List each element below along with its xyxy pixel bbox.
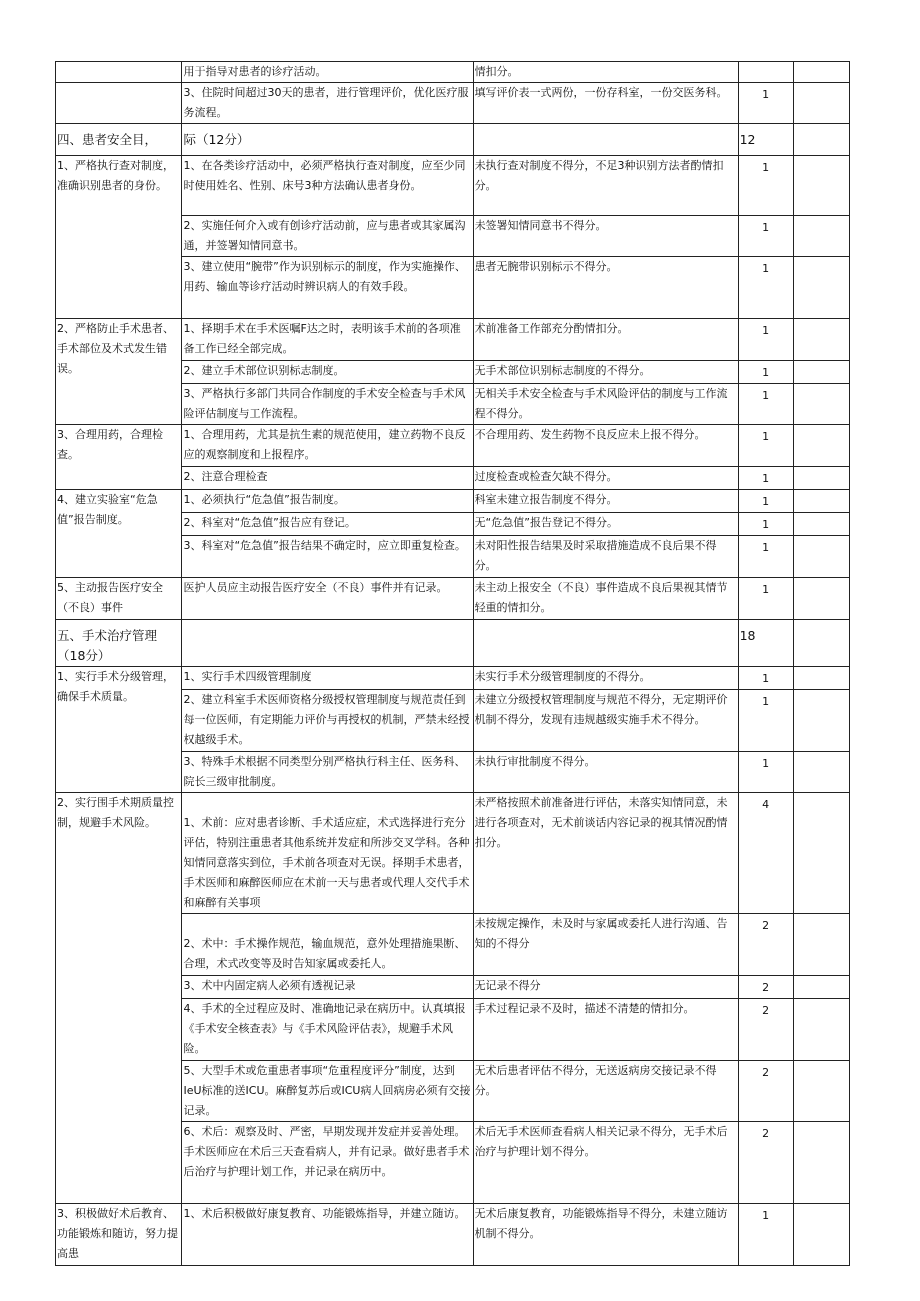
method-cell: 未主动上报安全（不良）事件造成不良后果视其情节轻重的情扣分。 <box>473 578 738 620</box>
standard-cell: 3、特殊手术根据不同类型分别严格执行科主任、医务科、院长三级审批制度。 <box>182 752 473 793</box>
standard-cell: 用于指导对患者的诊疗活动。 <box>182 62 473 83</box>
remark-cell <box>793 156 849 216</box>
method-cell: 情扣分。 <box>473 62 738 83</box>
category-cell: 1、严格执行查对制度，准确识别患者的身份。 <box>56 156 182 319</box>
method-cell: 术后无手术医师查看病人相关记录不得分，无手术后治疗与护理计划不得分。 <box>473 1122 738 1204</box>
standard-cell: 6、术后：观察及时、严密，早期发现并发症并妥善处理。手术医师应在术后三天查看病人，并有记录。做好患者手术后治疗与护理计划工作，并记录在病历中。 <box>182 1122 473 1204</box>
remark-cell <box>793 578 849 620</box>
score-cell: 1 <box>738 578 793 620</box>
standard-cell: 3、住院时间超过30天的患者，进行管理评价，优化医疗服务流程。 <box>182 83 473 124</box>
table-row <box>56 1204 850 1266</box>
score-cell: 1 <box>738 156 793 216</box>
score-cell: 1 <box>738 361 793 384</box>
category-cell <box>56 83 182 124</box>
remark-cell <box>793 690 849 752</box>
score-cell: 2 <box>738 1122 793 1204</box>
standard-cell: 4、手术的全过程应及时、准确地记录在病历中。认真填报《手术安全核查表》与《手术风险评估表》，规避手术风险。 <box>182 999 473 1061</box>
score-cell: 2 <box>738 976 793 999</box>
score-cell: 1 <box>738 83 793 124</box>
remark-cell <box>793 216 849 257</box>
table-row <box>56 156 850 216</box>
scoring-table <box>55 61 850 1266</box>
category-cell: 2、严格防止手术患者、手术部位及术式发生错误。 <box>56 319 182 425</box>
section-title-cont <box>182 620 473 667</box>
table-row <box>56 83 850 124</box>
score-cell: 2 <box>738 914 793 976</box>
standard-cell: 3、建立使用“腕带”作为识别标示的制度，作为实施操作、用药、输血等诊疗活动时辨识病人的有效手段。 <box>182 257 473 319</box>
remark-cell <box>793 513 849 536</box>
remark-cell <box>793 620 849 667</box>
method-cell: 手术过程记录不及时，描述不清楚的情扣分。 <box>473 999 738 1061</box>
section-row <box>56 124 850 156</box>
method-cell: 无“危急值”报告登记不得分。 <box>473 513 738 536</box>
standard-cell: 2、建立科室手术医师资格分级授权管理制度与规范责任到每一位医师，有定期能力评价与再授权的机制，严禁未经授权越级手术。 <box>182 690 473 752</box>
score-cell: 1 <box>738 216 793 257</box>
method-cell: 无术后康复教育，功能锻炼指导不得分，未建立随访机制不得分。 <box>473 1204 738 1266</box>
score-cell: 1 <box>738 1204 793 1266</box>
method-cell: 无记录不得分 <box>473 976 738 999</box>
category-cell <box>56 62 182 83</box>
scoring-table-body <box>56 62 850 1266</box>
method-cell: 无手术部位识别标志制度的不得分。 <box>473 361 738 384</box>
table-row <box>56 425 850 467</box>
section-blank <box>473 124 738 156</box>
remark-cell <box>793 361 849 384</box>
method-cell: 未执行查对制度不得分，不足3种识别方法者酌情扣分。 <box>473 156 738 216</box>
score-cell: 1 <box>738 319 793 361</box>
remark-cell <box>793 124 849 156</box>
remark-cell <box>793 976 849 999</box>
method-cell: 不合理用药、发生药物不良反应未上报不得分。 <box>473 425 738 467</box>
remark-cell <box>793 536 849 578</box>
section-row <box>56 620 850 667</box>
score-cell: 1 <box>738 467 793 490</box>
remark-cell <box>793 667 849 690</box>
table-row <box>56 62 850 83</box>
standard-cell: 5、大型手术或危重患者事项“危重程度评分”制度，达到IeU标准的送ICU。麻醉复苏后或ICU病人回病房必须有交接记录。 <box>182 1061 473 1122</box>
method-cell: 未严格按照术前准备进行评估，未落实知情同意，未进行各项查对，无术前谈话内容记录的视其情况酌情扣分。 <box>473 793 738 914</box>
table-row <box>56 667 850 690</box>
table-row <box>56 319 850 361</box>
standard-cell: 1、在各类诊疗活动中，必须严格执行查对制度，应至少同时使用姓名、性别、床号3种方法确认患者身份。 <box>182 156 473 216</box>
table-row <box>56 490 850 513</box>
score-cell: 1 <box>738 536 793 578</box>
remark-cell <box>793 425 849 467</box>
standard-cell: 1、择期手术在手术医嘱F达之时，表明该手术前的各项准备工作已经全部完成。 <box>182 319 473 361</box>
standard-cell: 1、术前：应对患者诊断、手术适应症，术式选择进行充分评估，特别注重患者其他系统并发症和所涉交叉学科。各种知情同意落实到位，手术前各项查对无误。择期手术患者，手术医师和麻醉医师应在术前一天与患者或代理人交代手术和麻醉有关事项 <box>182 793 473 914</box>
category-cell: 3、合理用药，合理检查。 <box>56 425 182 490</box>
remark-cell <box>793 1204 849 1266</box>
remark-cell <box>793 490 849 513</box>
standard-cell: 1、术后积极做好康复教育、功能锻炼指导，并建立随访。 <box>182 1204 473 1266</box>
section-blank <box>473 620 738 667</box>
method-cell: 科室未建立报告制度不得分。 <box>473 490 738 513</box>
standard-cell: 3、术中内固定病人必须有透视记录 <box>182 976 473 999</box>
remark-cell <box>793 1061 849 1122</box>
standard-cell: 2、注意合理检查 <box>182 467 473 490</box>
score-cell <box>738 62 793 83</box>
score-cell: 1 <box>738 690 793 752</box>
remark-cell <box>793 83 849 124</box>
section-score: 18 <box>738 620 793 667</box>
score-cell: 2 <box>738 1061 793 1122</box>
method-cell: 未实行手术分级管理制度的不得分。 <box>473 667 738 690</box>
standard-cell: 2、实施任何介入或有创诊疗活动前，应与患者或其家属沟通，并签署知情同意书。 <box>182 216 473 257</box>
score-cell: 1 <box>738 490 793 513</box>
category-cell: 5、主动报告医疗安全（不良）事件 <box>56 578 182 620</box>
method-cell: 术前准备工作部充分酌情扣分。 <box>473 319 738 361</box>
section-title-cont: 际（12分） <box>182 124 473 156</box>
score-cell: 4 <box>738 793 793 914</box>
standard-cell: 2、术中：手术操作规范，输血规范，意外处理措施果断、合理，术式改变等及时告知家属或委托人。 <box>182 914 473 976</box>
score-cell: 1 <box>738 752 793 793</box>
score-cell: 1 <box>738 513 793 536</box>
section-title: 四、患者安全目， <box>56 124 182 156</box>
method-cell: 填写评价表一式两份，一份存科室，一份交医务科。 <box>473 83 738 124</box>
standard-cell: 2、建立手术部位识别标志制度。 <box>182 361 473 384</box>
method-cell: 未按规定操作，未及时与家属或委托人进行沟通、告知的不得分 <box>473 914 738 976</box>
remark-cell <box>793 752 849 793</box>
remark-cell <box>793 257 849 319</box>
method-cell: 未对阳性报告结果及时采取措施造成不良后果不得分。 <box>473 536 738 578</box>
score-cell: 2 <box>738 999 793 1061</box>
section-score: 12 <box>738 124 793 156</box>
remark-cell <box>793 384 849 425</box>
category-cell: 3、积极做好术后教育、功能锻炼和随访，努力提高患 <box>56 1204 182 1266</box>
score-cell: 1 <box>738 425 793 467</box>
category-cell: 4、建立实验室“危急值”报告制度。 <box>56 490 182 578</box>
standard-cell: 3、科室对“危急值”报告结果不确定时，应立即重复检查。 <box>182 536 473 578</box>
method-cell: 未签署知情同意书不得分。 <box>473 216 738 257</box>
method-cell: 未执行审批制度不得分。 <box>473 752 738 793</box>
remark-cell <box>793 1122 849 1204</box>
standard-cell: 2、科室对“危急值”报告应有登记。 <box>182 513 473 536</box>
method-cell: 未建立分级授权管理制度与规范不得分，无定期评价机制不得分，发现有违规越级实施手术不得分。 <box>473 690 738 752</box>
standard-cell: 3、严格执行多部门共同合作制度的手术安全检查与手术风险评估制度与工作流程。 <box>182 384 473 425</box>
remark-cell <box>793 914 849 976</box>
method-cell: 患者无腕带识别标示不得分。 <box>473 257 738 319</box>
remark-cell <box>793 467 849 490</box>
remark-cell <box>793 793 849 914</box>
method-cell: 无相关手术安全检查与手术风险评估的制度与工作流程不得分。 <box>473 384 738 425</box>
table-row <box>56 793 850 914</box>
score-cell: 1 <box>738 257 793 319</box>
score-cell: 1 <box>738 667 793 690</box>
remark-cell <box>793 319 849 361</box>
remark-cell <box>793 62 849 83</box>
method-cell: 无术后患者评估不得分，无送返病房交接记录不得分。 <box>473 1061 738 1122</box>
section-title: 五、手术治疗管理（18分） <box>56 620 182 667</box>
category-cell: 1、实行手术分级管理，确保手术质量。 <box>56 667 182 793</box>
standard-cell: 1、合理用药，尤其是抗生素的规范使用，建立药物不良反应的观察制度和上报程序。 <box>182 425 473 467</box>
standard-cell: 医护人员应主动报告医疗安全（不良）事件并有记录。 <box>182 578 473 620</box>
standard-cell: 1、必须执行“危急值”报告制度。 <box>182 490 473 513</box>
category-cell: 2、实行围手术期质量控制，规避手术风险。 <box>56 793 182 1204</box>
table-row <box>56 578 850 620</box>
score-cell: 1 <box>738 384 793 425</box>
remark-cell <box>793 999 849 1061</box>
standard-cell: 1、实行手术四级管理制度 <box>182 667 473 690</box>
method-cell: 过度检查或检查欠缺不得分。 <box>473 467 738 490</box>
